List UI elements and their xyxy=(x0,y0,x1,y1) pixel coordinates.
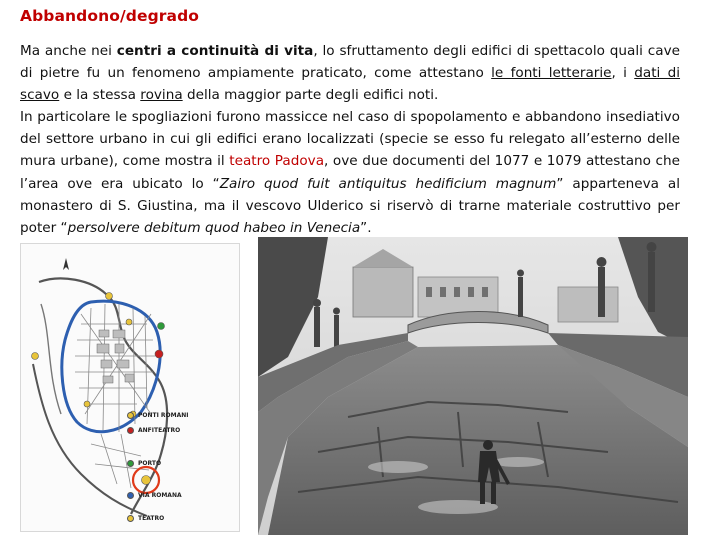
p1-text-2: , lo sfruttamento degli edifici di spettacolo quali cave di pietre fu un fenomeno ampiamente praticato, come attestano xyxy=(20,43,680,82)
link-rovina[interactable]: rovina xyxy=(140,87,183,104)
p2-text-2: , ove due documenti del 1077 e 1079 attestano che l’area ove era ubicato lo “ xyxy=(20,153,680,192)
legend-item-anfiteatro: ANFITEATRO xyxy=(127,426,180,435)
p2-text-3: ” apparteneva al monastero di S. Giustina, ma il vescovo Ulderico si riservò di trarne materiale costruttivo per poter “ xyxy=(20,175,680,236)
body-text xyxy=(20,40,680,239)
legend-item-ponti: PONTI ROMANI xyxy=(127,411,189,420)
p2-text-4: ”. xyxy=(360,219,372,236)
p2-quote-zairo: Zairo quod fuit antiquitus hedificium magnum xyxy=(219,175,557,192)
legend-dot-icon xyxy=(127,515,134,522)
p2-quote-persolvere: persolvere debitum quod habeo in Venecia xyxy=(67,219,361,236)
canal-photo-drawing xyxy=(258,237,688,535)
legend-item-via-romana: VIA ROMANA xyxy=(127,491,182,500)
paragraph-2 xyxy=(20,106,680,239)
p1-text-4: e la stessa xyxy=(59,87,141,104)
link-fonti-letterarie[interactable]: le fonti letterarie xyxy=(491,65,612,82)
historical-photo xyxy=(258,237,688,535)
legend-dot-icon xyxy=(127,427,134,434)
p1-text-5: della maggior parte degli edifici noti. xyxy=(182,87,439,104)
link-teatro-padova[interactable]: teatro Padova xyxy=(229,153,325,170)
legend-dot-icon xyxy=(127,412,134,419)
p1-text-1: Ma anche nei xyxy=(20,43,117,59)
legend-item-porto: PORTO xyxy=(127,459,161,468)
legend-dot-icon xyxy=(127,460,134,467)
p2-text-1: In particolare le spogliazioni furono massicce nel caso di spopolamento e abbandono insediativo del settore urbano in cui gli edifici erano localizzati (specie se esso fu relegato all’esterno delle mura urbane), come mostra il xyxy=(20,109,680,170)
slide-title: Abbandono/degrado xyxy=(20,7,200,25)
p1-text-3: , i xyxy=(611,65,635,82)
p1-emphasis-centri: centri a continuità di vita xyxy=(116,43,314,59)
paragraph-1 xyxy=(20,40,680,106)
padova-map-drawing xyxy=(21,244,239,531)
legend-item-teatro: TEATRO xyxy=(127,514,164,523)
link-dati-di-scavo[interactable]: dati di scavo xyxy=(20,65,681,104)
legend-dot-icon xyxy=(127,492,134,499)
padova-map-image xyxy=(20,243,240,532)
